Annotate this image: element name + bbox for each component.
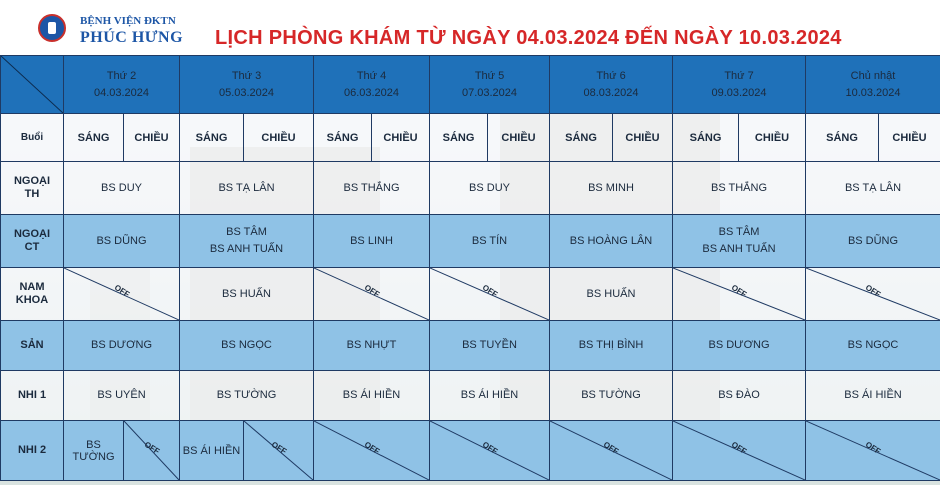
doctor-name: BS ÁI HIỀN bbox=[844, 389, 902, 401]
session-afternoon: CHIỀU bbox=[488, 114, 550, 162]
day-name: Thứ 7 bbox=[724, 69, 754, 82]
session-afternoon: CHIỀU bbox=[372, 114, 430, 162]
schedule-cell bbox=[180, 162, 314, 215]
off-cell bbox=[673, 268, 806, 321]
schedule-cell bbox=[64, 321, 180, 371]
doctor-name: BS THẮNG bbox=[710, 181, 768, 194]
page-header bbox=[0, 0, 940, 55]
doctor-name: BS THỊ BÌNH bbox=[578, 339, 644, 351]
off-label: OFF bbox=[729, 439, 749, 456]
off-cell bbox=[806, 268, 940, 321]
doctor-name: BS MINH bbox=[588, 181, 634, 194]
session-morning: SÁNG bbox=[430, 114, 488, 162]
row-label bbox=[1, 162, 64, 215]
row-label-line: SẢN bbox=[20, 339, 44, 351]
row-label bbox=[1, 321, 64, 371]
page-title: LỊCH PHÒNG KHÁM TỪ NGÀY 04.03.2024 ĐẾN NGÀY 10.03.2024 bbox=[215, 27, 842, 49]
row-label bbox=[1, 371, 64, 421]
schedule-cell bbox=[430, 162, 550, 215]
off-label: OFF bbox=[601, 439, 621, 456]
hospital-logo-icon bbox=[38, 14, 66, 42]
day-header-5 bbox=[550, 56, 673, 114]
doctor-name: BS NGỌC bbox=[221, 339, 272, 351]
doctor-name: BS TẠ LÂN bbox=[844, 181, 902, 194]
off-label: OFF bbox=[863, 439, 883, 456]
schedule-cell bbox=[180, 321, 314, 371]
day-name: Thứ 3 bbox=[231, 69, 262, 82]
doctor-name: BS TẠ LÂN bbox=[218, 181, 275, 194]
session-label: Buổi bbox=[1, 114, 64, 162]
day-header-4 bbox=[430, 56, 550, 114]
doctor-name: BS LINH bbox=[350, 234, 393, 247]
cell-morning bbox=[180, 421, 244, 481]
clinic-row bbox=[1, 268, 940, 321]
cell-morning bbox=[64, 421, 124, 481]
clinic-row bbox=[1, 421, 940, 481]
schedule-cell bbox=[806, 162, 940, 215]
row-label-line: CT bbox=[24, 241, 40, 253]
off-label: OFF bbox=[480, 283, 499, 300]
doctor-name: BS ÁI HIỀN bbox=[182, 444, 241, 457]
doctor-name: BS DƯƠNG bbox=[708, 339, 770, 351]
schedule-cell bbox=[64, 371, 180, 421]
doctor-name: BS DŨNG bbox=[96, 234, 147, 247]
session-morning: SÁNG bbox=[673, 114, 739, 162]
day-header-1 bbox=[64, 56, 180, 114]
row-label bbox=[1, 421, 64, 481]
session-afternoon: CHIỀU bbox=[613, 114, 673, 162]
doctor-name: BS TUYỀN bbox=[462, 339, 517, 351]
doctor-name: BS NHỰT bbox=[346, 339, 397, 351]
doctor-name: BS HOÀNG LÂN bbox=[569, 234, 653, 247]
doctor-name: BS TƯỜNG bbox=[581, 389, 641, 401]
hospital-name-line2: PHÚC HƯNG bbox=[80, 29, 184, 46]
schedule-cell bbox=[180, 215, 314, 268]
doctor-name: BS HUẤN bbox=[586, 287, 636, 300]
diagonal-line bbox=[1, 56, 63, 113]
session-morning: SÁNG bbox=[550, 114, 613, 162]
schedule-cell bbox=[314, 371, 430, 421]
day-name: Thứ 2 bbox=[106, 69, 137, 82]
off-cell bbox=[314, 421, 430, 481]
schedule-cell bbox=[430, 371, 550, 421]
schedule-cell bbox=[64, 162, 180, 215]
day-date: 07.03.2024 bbox=[461, 86, 518, 99]
cell-afternoon-off bbox=[244, 421, 314, 481]
doctor-name: BS HUẤN bbox=[222, 287, 271, 300]
day-name: Thứ 6 bbox=[596, 69, 626, 82]
day-header-3 bbox=[314, 56, 430, 114]
schedule-cell bbox=[550, 371, 673, 421]
schedule-cell bbox=[180, 268, 314, 321]
day-date: 06.03.2024 bbox=[343, 86, 400, 99]
off-label: OFF bbox=[112, 283, 131, 300]
schedule-cell bbox=[673, 162, 806, 215]
header-row bbox=[1, 56, 940, 114]
day-date: 09.03.2024 bbox=[711, 86, 767, 99]
day-name: Thứ 5 bbox=[474, 69, 505, 82]
session-morning: SÁNG bbox=[180, 114, 244, 162]
off-cell bbox=[550, 421, 673, 481]
off-label: OFF bbox=[362, 283, 381, 300]
day-date: 05.03.2024 bbox=[218, 86, 275, 99]
row-label-line: TH bbox=[24, 188, 40, 200]
schedule-cell bbox=[806, 321, 940, 371]
off-label: OFF bbox=[480, 439, 499, 456]
off-cell bbox=[806, 421, 940, 481]
row-label-line: KHOA bbox=[15, 294, 49, 306]
doctor-name: BS TƯỜNG bbox=[72, 438, 115, 463]
session-afternoon: CHIỀU bbox=[879, 114, 940, 162]
off-label: OFF bbox=[269, 439, 288, 456]
off-cell bbox=[673, 421, 806, 481]
doctor-name: BS TƯỜNG bbox=[216, 389, 277, 401]
session-morning: SÁNG bbox=[314, 114, 372, 162]
doctor-name: BS THẮNG bbox=[343, 181, 400, 194]
clinic-row bbox=[1, 321, 940, 371]
doctor-name: BS TÍN bbox=[471, 234, 508, 247]
schedule-cell bbox=[673, 215, 806, 268]
schedule-table bbox=[0, 55, 940, 481]
corner-cell bbox=[1, 56, 64, 114]
doctor-name: BS NGỌC bbox=[847, 339, 899, 351]
day-name: Thứ 4 bbox=[356, 69, 387, 82]
day-header-7 bbox=[806, 56, 940, 114]
day-date: 04.03.2024 bbox=[93, 86, 150, 99]
schedule-cell bbox=[673, 371, 806, 421]
row-label-line: NGOẠI bbox=[13, 175, 51, 187]
schedule-cell bbox=[314, 321, 430, 371]
hospital-name-line1: BỆNH VIỆN ĐKTN bbox=[80, 15, 176, 27]
off-label: OFF bbox=[142, 439, 161, 456]
clinic-row bbox=[1, 162, 940, 215]
day-date: 10.03.2024 bbox=[845, 86, 901, 99]
schedule-cell bbox=[550, 215, 673, 268]
day-date: 08.03.2024 bbox=[583, 86, 639, 99]
day-header-2 bbox=[180, 56, 314, 114]
doctor-name: BS DŨNG bbox=[847, 234, 899, 247]
off-cell bbox=[430, 421, 550, 481]
schedule-cell bbox=[430, 321, 550, 371]
session-afternoon: CHIỀU bbox=[739, 114, 806, 162]
schedule-cell bbox=[550, 321, 673, 371]
doctor-name: BS DUY bbox=[101, 181, 142, 194]
doctor-name: BS ÁI HIỀN bbox=[460, 389, 519, 401]
session-afternoon: CHIỀU bbox=[124, 114, 180, 162]
off-cell bbox=[64, 268, 180, 321]
row-label-line: NAM bbox=[19, 281, 45, 293]
off-label: OFF bbox=[863, 283, 883, 300]
schedule-cell bbox=[314, 162, 430, 215]
row-label-line: NHI 1 bbox=[17, 389, 47, 401]
doctor-name: BS TÂM BS ANH TUẤN bbox=[702, 226, 776, 255]
schedule-cell bbox=[550, 268, 673, 321]
schedule-cell bbox=[430, 215, 550, 268]
clinic-row bbox=[1, 215, 940, 268]
schedule-cell bbox=[314, 215, 430, 268]
schedule-cell bbox=[180, 371, 314, 421]
off-cell bbox=[430, 268, 550, 321]
row-label-line: NGOẠI bbox=[13, 228, 51, 240]
cell-afternoon-off bbox=[124, 421, 180, 481]
day-name: Chủ nhật bbox=[850, 69, 896, 82]
row-label-line: NHI 2 bbox=[17, 444, 47, 456]
schedule-cell bbox=[806, 215, 940, 268]
row-label bbox=[1, 215, 64, 268]
day-header-6 bbox=[673, 56, 806, 114]
doctor-name: BS ÁI HIỀN bbox=[342, 389, 401, 401]
off-label: OFF bbox=[729, 283, 749, 300]
doctor-name: BS TÂM BS ANH TUẤN bbox=[209, 226, 284, 255]
session-afternoon: CHIỀU bbox=[244, 114, 314, 162]
doctor-name: BS UYÊN bbox=[97, 389, 146, 401]
session-row bbox=[1, 114, 940, 162]
session-morning: SÁNG bbox=[806, 114, 879, 162]
doctor-name: BS DƯƠNG bbox=[91, 339, 152, 351]
schedule-cell bbox=[64, 215, 180, 268]
schedule-cell bbox=[550, 162, 673, 215]
off-label: OFF bbox=[362, 439, 381, 456]
schedule-cell bbox=[806, 371, 940, 421]
doctor-name: BS ĐÀO bbox=[718, 389, 760, 401]
off-cell bbox=[314, 268, 430, 321]
schedule-cell bbox=[673, 321, 806, 371]
doctor-name: BS DUY bbox=[469, 181, 510, 194]
clinic-row bbox=[1, 371, 940, 421]
session-morning: SÁNG bbox=[64, 114, 124, 162]
row-label bbox=[1, 268, 64, 321]
